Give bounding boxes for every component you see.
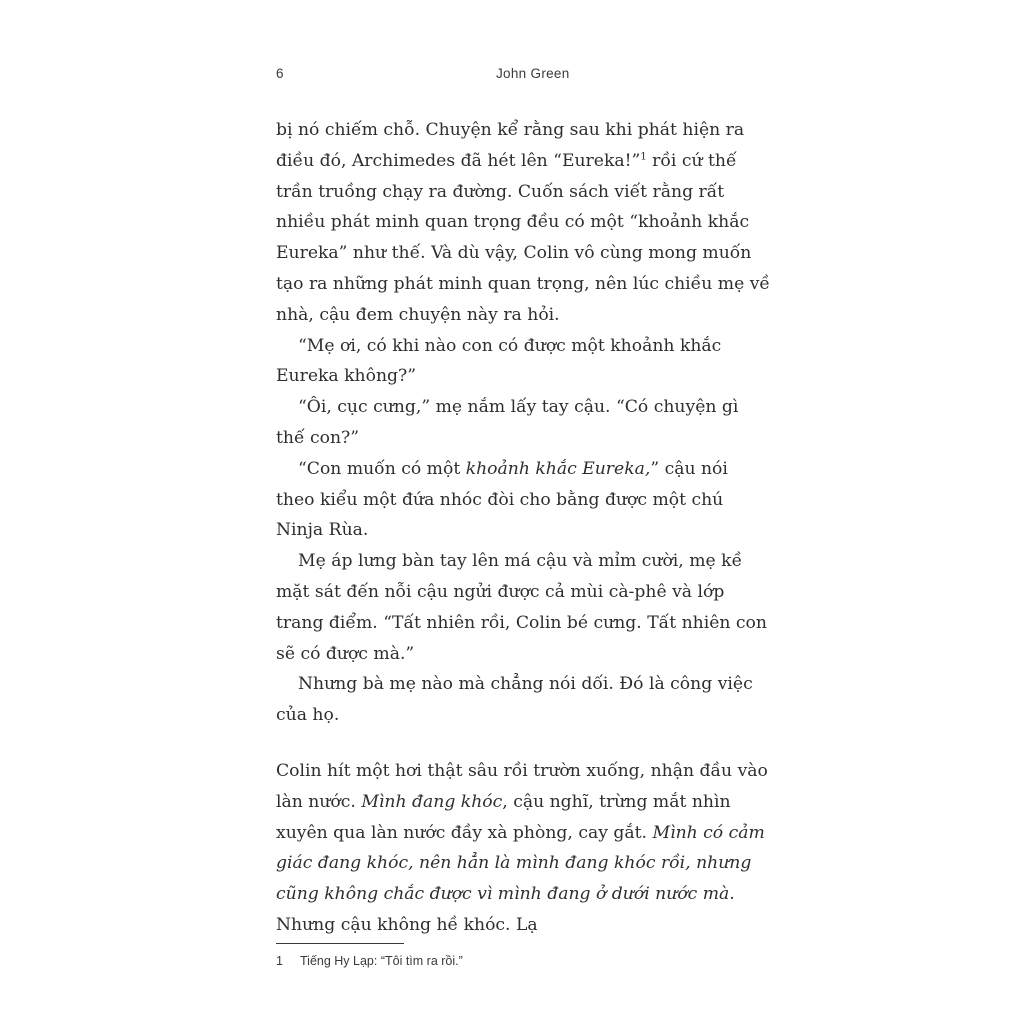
paragraph-2: “Mẹ ơi, có khi nào con có được một khoảnh khắc Eureka không?” — [276, 335, 722, 387]
section-2-part-a: Colin hít một hơi thật sâu rồi trườn xuống, nhận đầu vào làn nước. — [276, 761, 768, 812]
paragraph-4-part-a: “Con muốn có một — [298, 458, 466, 479]
section-2-emphasis-1: Mình đang khóc — [361, 791, 503, 812]
running-head-author: John Green — [496, 66, 570, 81]
paragraph-4-emphasis: khoảnh khắc Eureka, — [465, 458, 651, 479]
footnote — [276, 954, 770, 968]
paragraph-1-part-b: rồi cứ thế trần truồng chạy ra đường. Cuốn sách viết rằng rất nhiều phát minh quan trọng đều có một “khoảnh khắc Eureka” như thế. Và dù vậy, Colin vô cùng mong muốn tạo ra những phát minh quan trọng, nên lúc chiều mẹ về nhà, cậu đem chuyện này ra hỏi. — [276, 150, 770, 325]
section-2-paragraph — [276, 756, 770, 941]
section-2-text — [276, 756, 770, 941]
paragraph-1 — [276, 115, 770, 331]
paragraph-3: “Ôi, cục cưng,” mẹ nắm lấy tay cậu. “Có chuyện gì thế con?” — [276, 397, 739, 448]
page-number: 6 — [276, 66, 284, 81]
paragraph-6: Nhưng bà mẹ nào mà chẳng nói dối. Đó là công việc của họ. — [276, 674, 753, 726]
main-text — [276, 115, 770, 731]
page-header — [276, 66, 776, 86]
footnote-text: Tiếng Hy Lạp: “Tôi tìm ra rồi.” — [300, 954, 463, 968]
section-2-emphasis-2: Mình có cảm giác đang khóc, nên hẳn là mình đang khóc rồi, nhưng cũng không chắc được vì mình đang ở dưới nước mà. — [276, 822, 765, 905]
footnote-number: 1 — [276, 954, 283, 968]
paragraph-1-part-a: bị nó chiếm chỗ. Chuyện kể rằng sau khi phát hiện ra điều đó, Archimedes đã hét lên “Eureka!” — [276, 120, 745, 171]
footnote-marker: 1 — [640, 151, 647, 163]
paragraph-5: Mẹ áp lưng bàn tay lên má cậu và mỉm cười, mẹ kề mặt sát đến nỗi cậu ngửi được cả mùi cà-phê và lớp trang điểm. “Tất nhiên rồi, Colin bé cưng. Tất nhiên con sẽ có được mà.” — [276, 551, 767, 664]
footnote-divider — [276, 943, 404, 944]
section-2-part-b: , cậu nghĩ, trừng mắt nhìn xuyên qua làn nước đầy xà phòng, cay gắt. — [276, 791, 731, 843]
paragraph-4 — [276, 454, 770, 546]
paragraph-4-part-b: ” cậu nói theo kiểu một đứa nhóc đòi cho bằng được một chú Ninja Rùa. — [276, 458, 728, 541]
section-2-part-c: Nhưng cậu không hề khóc. Lạ — [276, 914, 538, 935]
